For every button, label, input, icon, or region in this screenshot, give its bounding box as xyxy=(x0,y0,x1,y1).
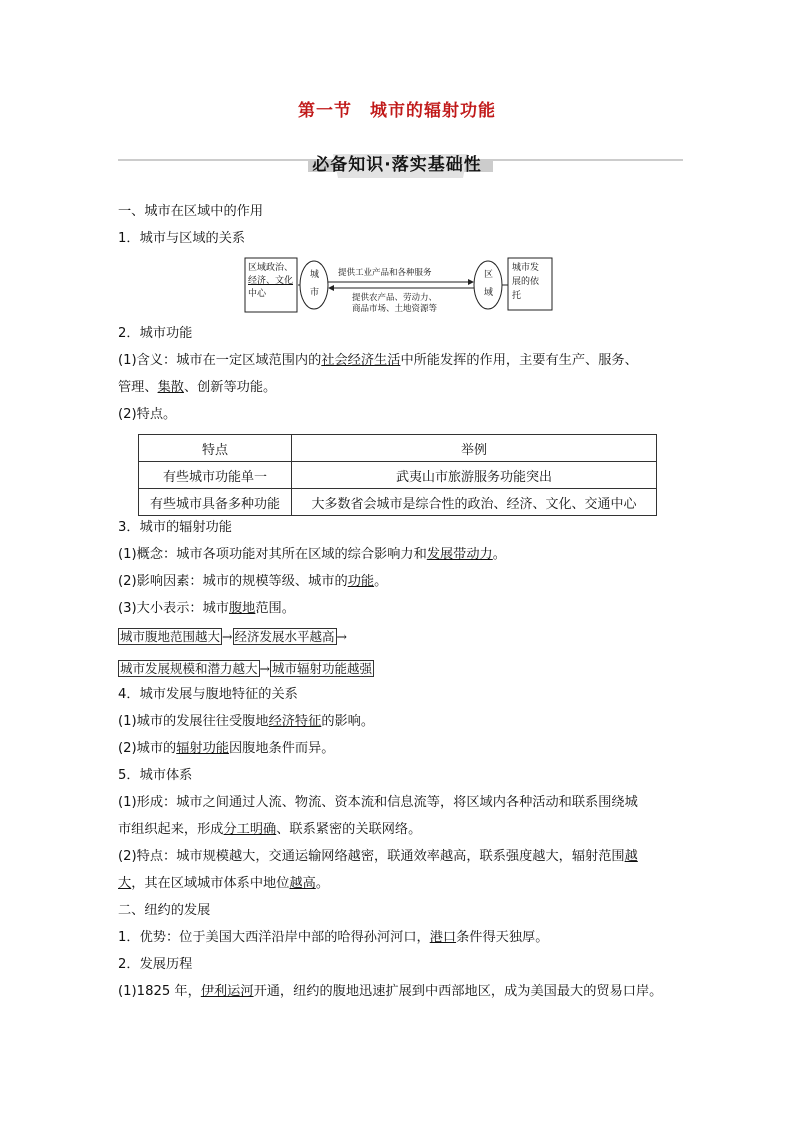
newyork-advantage: 1．优势：位于美国大西洋沿岸中部的哈得孙河河口，港口条件得天独厚。 xyxy=(118,930,549,945)
function-definition-cont: 管理、集散、创新等功能。 xyxy=(118,380,277,395)
diagram-bottom-arrow-label-1: 提供农产品、劳动力、 xyxy=(352,293,438,303)
section-heading-1: 一、城市在区域中的作用 xyxy=(118,204,264,219)
table-header-row xyxy=(139,435,657,462)
development-2: (2)城市的辐射功能因腹地条件而异。 xyxy=(118,741,335,756)
table-cell: 武夷山市旅游服务功能突出 xyxy=(292,462,657,489)
function-definition: (1)含义：城市在一定区域范围内的社会经济生活中所能发挥的作用，主要有生产、服务、 xyxy=(118,353,638,368)
subheading-1-5: 5．城市体系 xyxy=(118,768,193,783)
table-row xyxy=(139,462,657,489)
system-features-cont: 大，其在区域城市体系中地位越高。 xyxy=(118,876,329,891)
system-features: (2)特点：城市规模越大，交通运输网络越密，联通效率越高，联系强度越大，辐射范围越 xyxy=(118,849,638,864)
banner-title: 必备知识·落实基础性 xyxy=(312,155,482,175)
subheading-1-2: 2．城市功能 xyxy=(118,326,193,341)
diagram-left-box-line2: 经济、文化 xyxy=(248,276,294,286)
flow-chain-1: 城市腹地范围越大 → 经济发展水平越高 → xyxy=(120,629,347,644)
diagram-right-box-line2: 展的依 xyxy=(512,277,540,287)
subheading-1-3: 3．城市的辐射功能 xyxy=(118,520,232,535)
table-header-cell: 特点 xyxy=(139,435,292,462)
subheading-1-4: 4．城市发展与腹地特征的关系 xyxy=(118,687,298,702)
flow-chain-2: 城市发展规模和潜力越大 → 城市辐射功能越强 xyxy=(120,661,373,676)
diagram-left-box-line1: 区域政治、 xyxy=(248,263,294,273)
table-cell: 大多数省会城市是综合性的政治、经济、文化、交通中心 xyxy=(292,489,657,516)
table-row xyxy=(139,489,657,516)
system-formation: (1)形成：城市之间通过人流、物流、资本流和信息流等，将区域内各种活动和联系围绕城 xyxy=(118,795,638,810)
diagram-city-label-1: 城 xyxy=(310,270,320,280)
section-heading-2: 二、纽约的发展 xyxy=(118,903,211,918)
function-features-label: (2)特点。 xyxy=(118,407,177,422)
development-1: (1)城市的发展往往受腹地经济特征的影响。 xyxy=(118,714,375,729)
radiation-concept: (1)概念：城市各项功能对其所在区域的综合影响力和发展带动力。 xyxy=(118,547,506,562)
city-region-diagram xyxy=(244,254,554,316)
newyork-history-1: (1)1825 年，伊利运河开通，纽约的腹地迅速扩展到中西部地区，成为美国最大的贸易口岸。 xyxy=(118,984,663,999)
subheading-1-1: 1．城市与区域的关系 xyxy=(118,231,246,246)
diagram-region-label-1: 区 xyxy=(484,270,494,280)
radiation-factors: (2)影响因素：城市的规模等级、城市的功能。 xyxy=(118,574,388,589)
table-header-cell: 举例 xyxy=(292,435,657,462)
diagram-left-box-line3: 中心 xyxy=(248,289,267,299)
features-table xyxy=(138,434,657,516)
diagram-bottom-arrow-label-2: 商品市场、土地资源等 xyxy=(352,304,438,314)
diagram-top-arrow-label: 提供工业产品和各种服务 xyxy=(338,268,432,278)
table-cell: 有些城市具备多种功能 xyxy=(139,489,292,516)
page-title: 第一节 城市的辐射功能 xyxy=(298,101,496,121)
newyork-history-heading: 2．发展历程 xyxy=(118,957,193,972)
system-formation-cont: 市组织起来，形成分工明确、联系紧密的关联网络。 xyxy=(118,822,422,837)
diagram-city-label-2: 市 xyxy=(310,288,320,298)
diagram-right-box-line1: 城市发 xyxy=(512,263,540,273)
table-cell: 有些城市功能单一 xyxy=(139,462,292,489)
radiation-size: (3)大小表示：城市腹地范围。 xyxy=(118,601,295,616)
diagram-right-box-line3: 托 xyxy=(512,291,522,301)
diagram-region-label-2: 域 xyxy=(484,288,494,298)
